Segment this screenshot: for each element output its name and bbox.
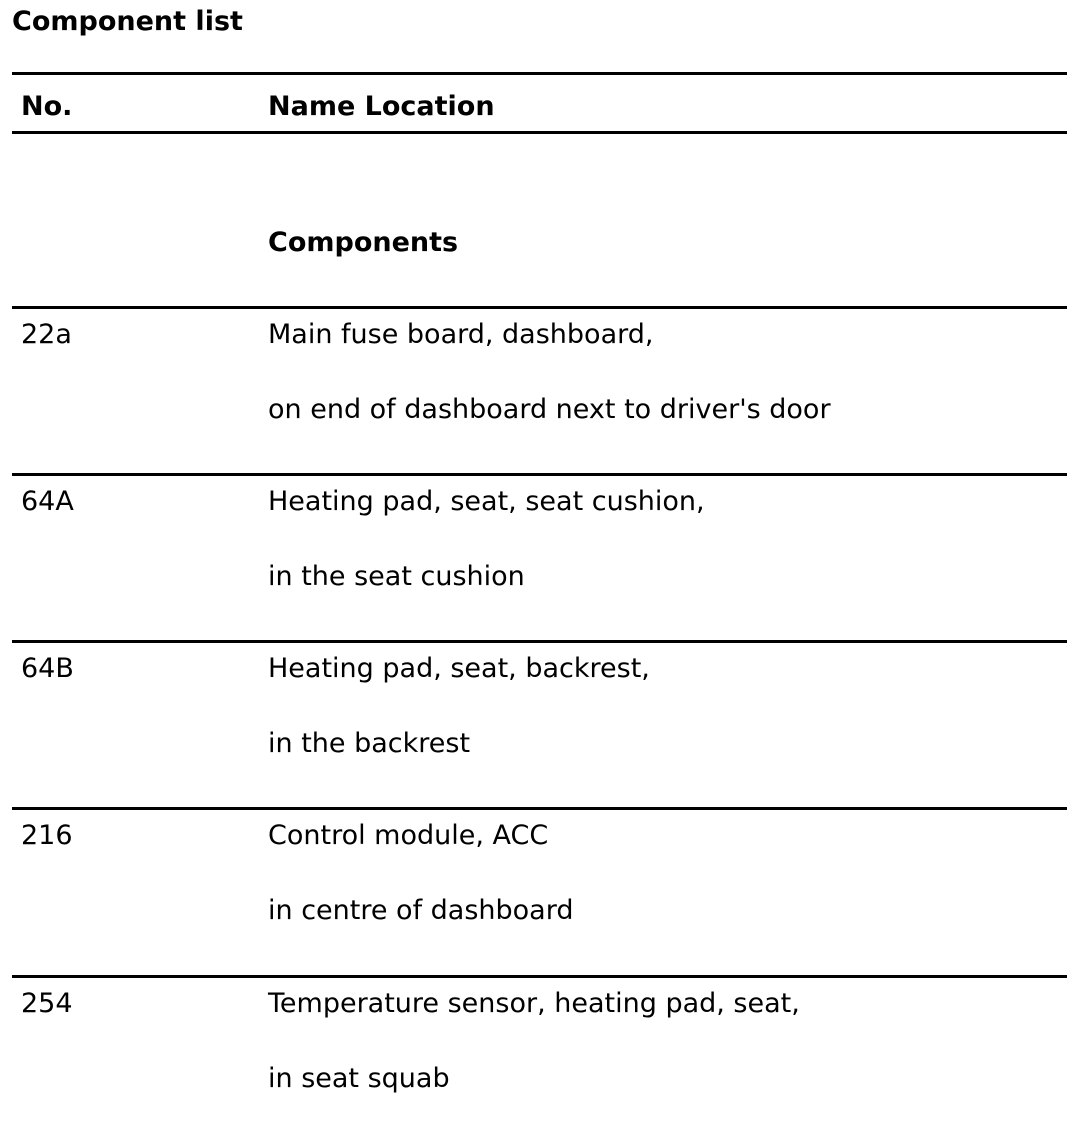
header-bottom-rule [12,131,1067,134]
header-name-location: Name Location [268,91,495,122]
section-heading: Components [268,227,459,258]
component-number: 64A [21,486,74,517]
component-number: 64B [21,653,74,684]
component-location: in seat squab [268,1063,450,1094]
component-location: in centre of dashboard [268,895,574,926]
component-location: in the seat cushion [268,561,525,592]
row-divider [12,473,1067,476]
component-name: Heating pad, seat, backrest, [268,653,650,684]
row-divider [12,306,1067,309]
component-number: 254 [21,988,73,1019]
component-location: on end of dashboard next to driver's door [268,394,831,425]
header-no: No. [21,91,73,122]
table-top-rule [12,72,1067,75]
component-location: in the backrest [268,728,471,759]
component-number: 22a [21,319,72,350]
component-name: Control module, ACC [268,820,549,851]
component-number: 216 [21,820,73,851]
component-name: Heating pad, seat, seat cushion, [268,486,705,517]
component-name: Temperature sensor, heating pad, seat, [268,988,800,1019]
row-divider [12,640,1067,643]
page-title: Component list [12,6,243,37]
row-divider [12,975,1067,978]
row-divider [12,807,1067,810]
component-name: Main fuse board, dashboard, [268,319,654,350]
